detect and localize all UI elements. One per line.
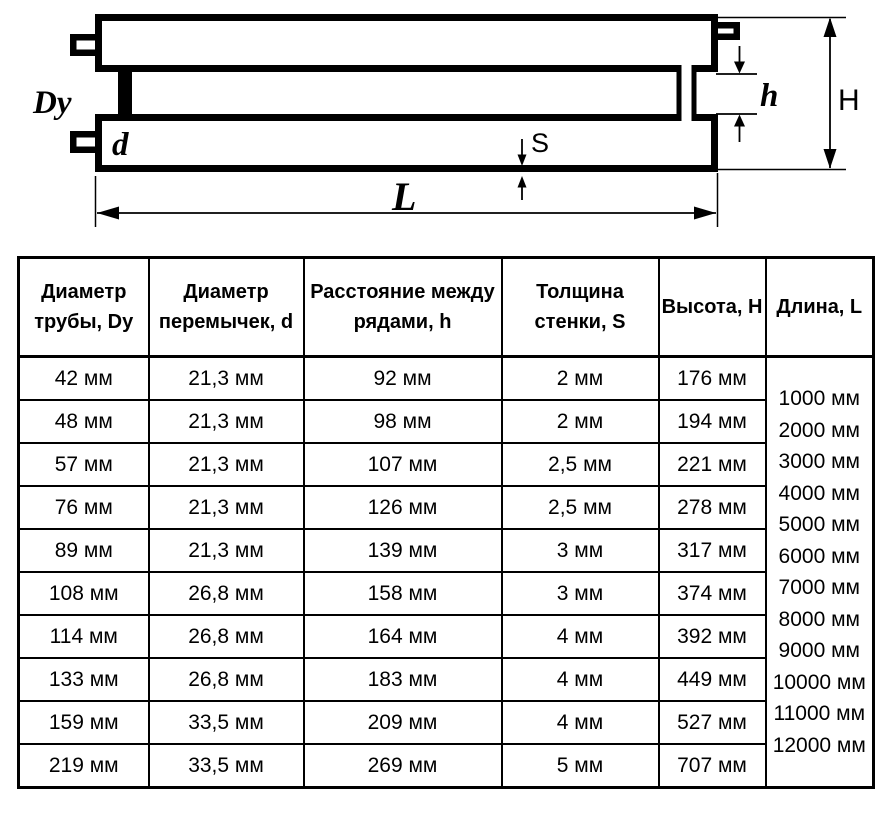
cell-height: 194 мм [659,400,766,443]
table-row [19,701,874,744]
pipe-register-diagram [0,0,888,247]
cell-h: 98 мм [304,400,502,443]
cell-d: 26,8 мм [149,658,304,701]
dim-h-label: h [760,78,779,114]
cell-d: 26,8 мм [149,615,304,658]
cell-s: 2,5 мм [502,443,659,486]
cell-h: 183 мм [304,658,502,701]
dim-s-up-arrow [518,176,527,188]
cell-s: 4 мм [502,701,659,744]
cell-h: 209 мм [304,701,502,744]
header-line: Расстояние между [310,281,495,303]
header-line: трубы, Dy [34,311,134,333]
dim-h-down-arrow [734,62,745,74]
header-line: Длина, L [776,296,863,318]
cell-dy: 48 мм [19,400,149,443]
header-line: рядами, h [353,311,452,333]
cell-h: 92 мм [304,357,502,401]
length-item: 8000 мм [778,607,860,631]
header-line: Высота, H [661,296,763,318]
cell-dy: 114 мм [19,615,149,658]
cell-d: 21,3 мм [149,400,304,443]
cell-s: 4 мм [502,658,659,701]
dim-h-up-arrow [734,115,745,127]
length-list [767,383,873,761]
length-item: 1000 мм [778,387,860,410]
cell-dy: 76 мм [19,486,149,529]
cell-dy: 57 мм [19,443,149,486]
header-line: Диаметр [41,281,127,303]
cell-s: 3 мм [502,529,659,572]
cell-d: 26,8 мм [149,572,304,615]
header-height [659,258,766,357]
table-row [19,529,874,572]
dim-Dy-label: Dy [33,85,72,121]
header-bridge-diameter [149,258,304,357]
cell-height: 449 мм [659,658,766,701]
air-vent-stub-top-right [718,25,737,37]
cell-height: 374 мм [659,572,766,615]
table-row [19,400,874,443]
cell-d: 21,3 мм [149,529,304,572]
length-merged-cell [766,357,874,788]
spec-table [17,256,875,789]
length-item: 6000 мм [778,544,860,568]
length-item: 11000 мм [773,702,866,725]
header-line: Диаметр [183,281,269,303]
cell-s: 3 мм [502,572,659,615]
header-length [766,258,874,357]
pipe-register-drawing [0,0,888,247]
cell-s: 2 мм [502,400,659,443]
header-pipe-diameter [19,258,149,357]
length-item: 2000 мм [778,418,860,442]
length-item: 12000 мм [772,733,866,757]
inlet-stub-bottom-left [73,134,97,150]
length-item: 5000 мм [778,513,860,536]
cell-height: 707 мм [659,744,766,788]
cell-d: 21,3 мм [149,486,304,529]
dim-H-down-arrow [824,149,837,169]
cell-height: 317 мм [659,529,766,572]
length-item: 3000 мм [778,450,860,473]
cell-h: 158 мм [304,572,502,615]
cell-d: 21,3 мм [149,443,304,486]
cell-dy: 108 мм [19,572,149,615]
right-bridge-opening [682,63,692,123]
cell-d: 33,5 мм [149,744,304,788]
dim-L-right-arrow [694,207,716,220]
length-item: 7000 мм [778,576,860,599]
dim-H-label: H [838,84,860,117]
header-wall-thickness [502,258,659,357]
cell-height: 176 мм [659,357,766,401]
cell-h: 139 мм [304,529,502,572]
top-pipe [99,18,715,69]
cell-h: 269 мм [304,744,502,788]
table-row [19,658,874,701]
cell-height: 278 мм [659,486,766,529]
cell-height: 527 мм [659,701,766,744]
cell-h: 126 мм [304,486,502,529]
cell-d: 21,3 мм [149,357,304,401]
cell-h: 164 мм [304,615,502,658]
length-item: 4000 мм [778,481,860,505]
dim-L-left-arrow [97,207,119,220]
inlet-stub-top-left [73,37,97,53]
header-line: перемычек, d [158,311,294,333]
cell-dy: 133 мм [19,658,149,701]
table-row [19,615,874,658]
cell-dy: 159 мм [19,701,149,744]
cell-height: 392 мм [659,615,766,658]
header-line: Толщина [536,281,624,303]
cell-s: 2 мм [502,357,659,401]
cell-dy: 42 мм [19,357,149,401]
length-item: 9000 мм [778,639,860,662]
header-line: стенки, S [534,311,626,333]
cell-s: 5 мм [502,744,659,788]
dim-d-label: d [112,127,129,163]
dim-L-label: L [392,174,417,219]
cell-d: 33,5 мм [149,701,304,744]
bottom-pipe [99,118,715,169]
table-row [19,486,874,529]
cell-s: 2,5 мм [502,486,659,529]
table-row [19,357,874,401]
cell-dy: 219 мм [19,744,149,788]
cell-s: 4 мм [502,615,659,658]
header-row [19,258,874,357]
header-row-spacing [304,258,502,357]
table-row [19,744,874,788]
cell-h: 107 мм [304,443,502,486]
cell-height: 221 мм [659,443,766,486]
length-item: 10000 мм [772,670,866,694]
table-row [19,572,874,615]
left-bridge [118,66,132,120]
dim-s-label: S [531,128,550,158]
dim-H-up-arrow [824,18,837,38]
table-row [19,443,874,486]
cell-dy: 89 мм [19,529,149,572]
